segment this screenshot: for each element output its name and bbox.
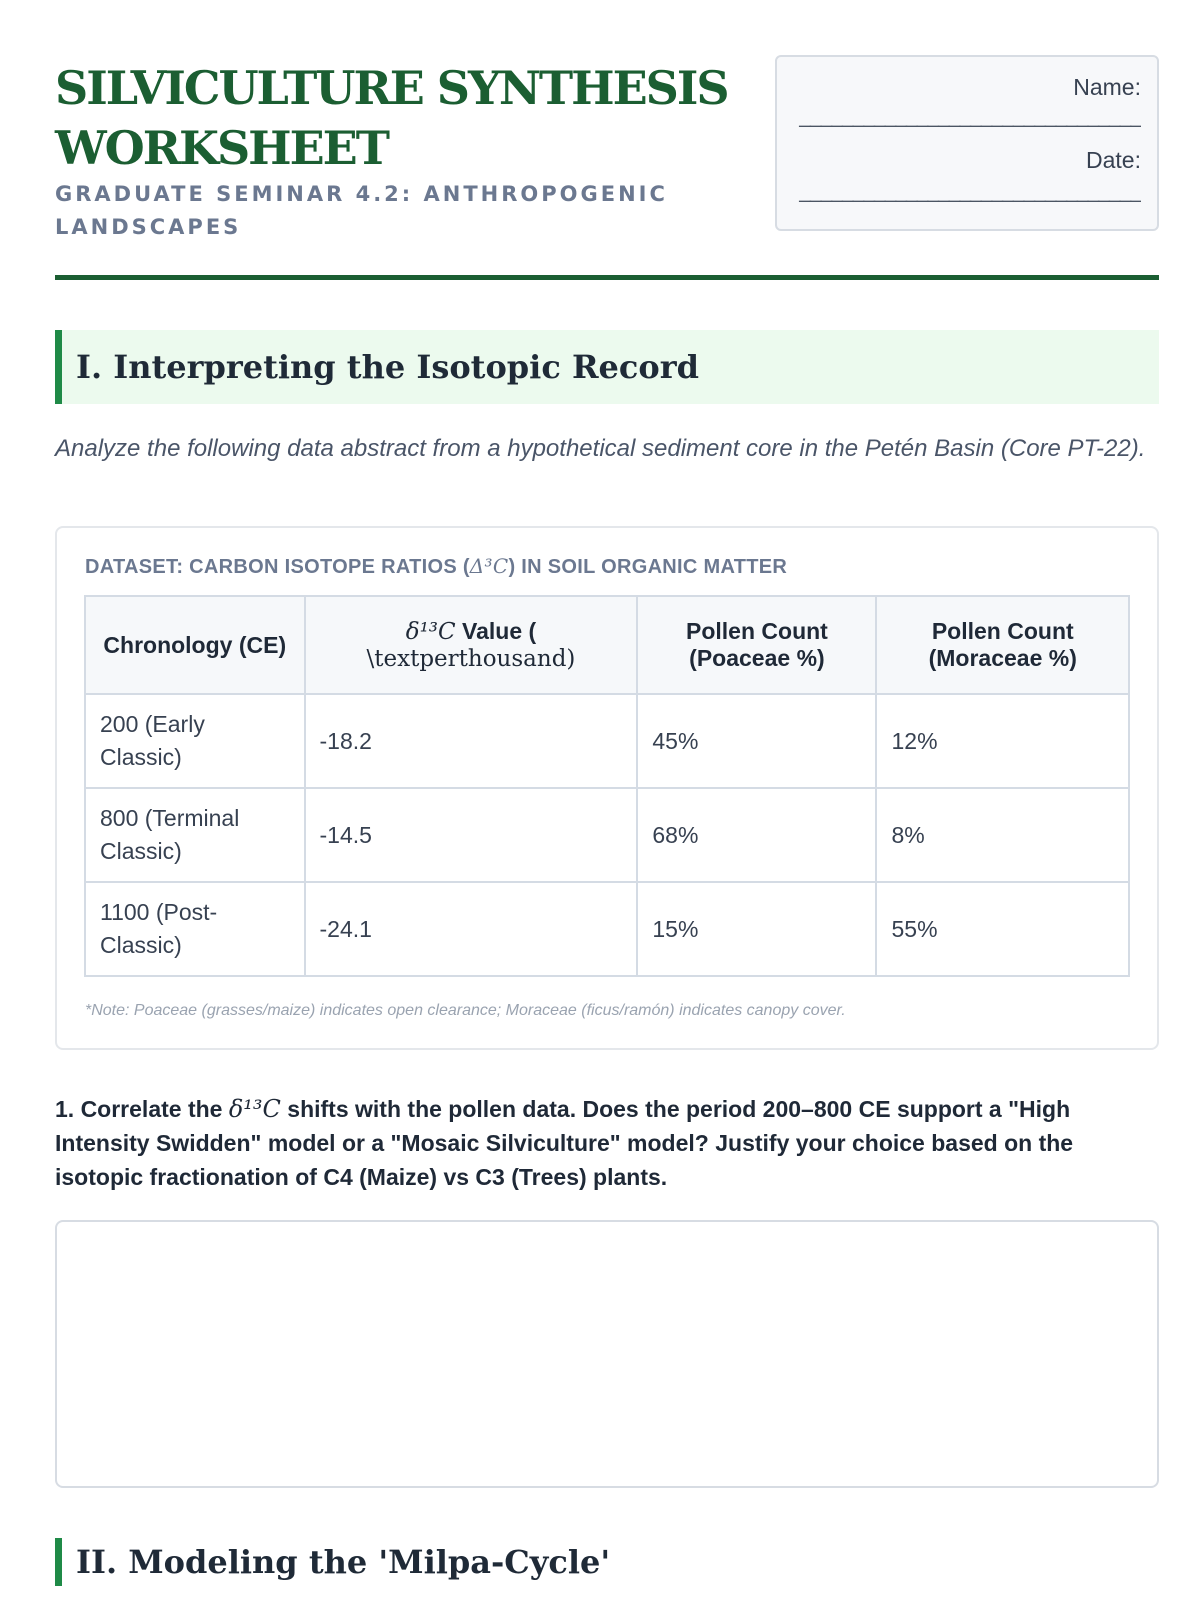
cell-poaceae: 68% xyxy=(637,788,876,882)
cell-d13c: -18.2 xyxy=(305,694,638,788)
worksheet-header xyxy=(55,0,1159,280)
worksheet-page xyxy=(55,0,1159,1581)
cell-moraceae: 12% xyxy=(876,694,1129,788)
worksheet-subtitle: GRADUATE SEMINAR 4.2: ANTHROPOGENIC LANDSCAPES xyxy=(55,182,668,239)
cell-chronology: 200 (Early Classic) xyxy=(85,694,305,788)
cell-d13c: -24.1 xyxy=(305,882,638,976)
column-header-chronology: Chronology (CE) xyxy=(85,596,305,694)
column-header-d13c xyxy=(305,596,638,694)
name-label: Name: xyxy=(1073,74,1141,100)
section-1-heading: I. Interpreting the Isotopic Record xyxy=(55,330,1159,404)
date-label: Date: xyxy=(1086,147,1141,173)
table-row xyxy=(85,694,1129,788)
worksheet-title: SILVICULTURE SYNTHESIS WORKSHEET xyxy=(55,61,728,175)
cell-poaceae: 45% xyxy=(637,694,876,788)
cell-chronology: 1100 (Post-Classic) xyxy=(85,882,305,976)
d13c-value-label: Value ( xyxy=(455,618,537,644)
question-1 xyxy=(55,1092,1159,1194)
question-1-math: δ¹³C xyxy=(228,1095,281,1123)
isotope-data-table xyxy=(84,595,1130,977)
question-1-suffix: shifts with the pollen data. Does the period 200–800 CE support a "High Intensity Swidden" model or a "Mosaic Silviculture" model? Justify your choice based on the isotopic fractionation of C4 (Maize) vs C3 (Trees) plants. xyxy=(55,1096,1074,1190)
table-header-row xyxy=(85,596,1129,694)
answer-box-1[interactable] xyxy=(55,1220,1159,1488)
dataset-title-prefix: DATASET: CARBON ISOTOPE RATIOS ( xyxy=(85,556,470,578)
section-2-heading: II. Modeling the 'Milpa-Cycle' xyxy=(55,1538,1159,1586)
cell-poaceae: 15% xyxy=(637,882,876,976)
cell-moraceae: 8% xyxy=(876,788,1129,882)
section-1-intro: Analyze the following data abstract from a hypothetical sediment core in the Petén Basin (Core PT-22). xyxy=(55,435,1146,462)
dataset-title-suffix: ) IN SOIL ORGANIC MATTER xyxy=(508,556,788,578)
column-header-poaceae: Pollen Count (Poaceae %) xyxy=(637,596,876,694)
table-row xyxy=(85,788,1129,882)
name-line[interactable]: ________________________________ xyxy=(799,105,1141,128)
table-row xyxy=(85,882,1129,976)
cell-chronology: 800 (Terminal Classic) xyxy=(85,788,305,882)
dataset-note: *Note: Poaceae (grasses/maize) indicates open clearance; Moraceae (ficus/ramón) indicates canopy cover. xyxy=(85,1002,846,1019)
cell-moraceae: 55% xyxy=(876,882,1129,976)
cell-d13c: -14.5 xyxy=(305,788,638,882)
d13c-math: δ¹³C xyxy=(405,619,456,645)
name-date-box xyxy=(775,55,1159,231)
dataset-title xyxy=(85,554,787,579)
question-1-prefix: 1. Correlate the xyxy=(55,1096,229,1122)
perthousand-tex: \textperthousand) xyxy=(366,646,576,672)
dataset-card xyxy=(55,526,1159,1050)
column-header-moraceae: Pollen Count (Moraceae %) xyxy=(876,596,1129,694)
dataset-title-math: Δ³C xyxy=(469,554,509,578)
date-line[interactable]: ________________________________ xyxy=(799,180,1141,203)
